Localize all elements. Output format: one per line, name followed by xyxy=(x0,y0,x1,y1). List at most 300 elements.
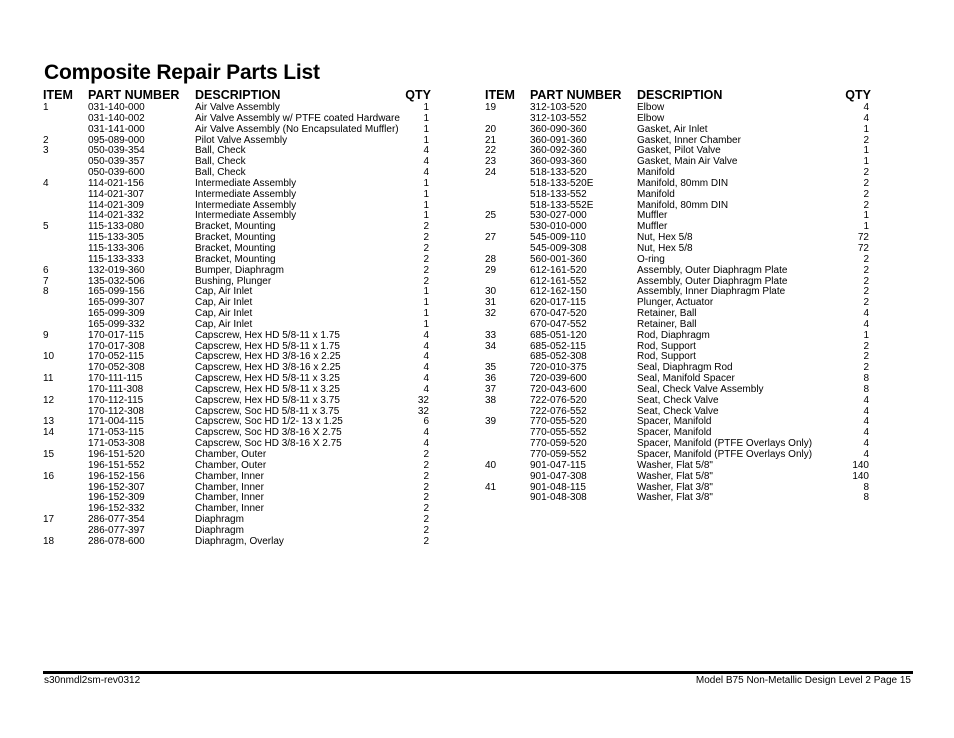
quantity: 1 xyxy=(863,210,869,222)
part-number: 114-021-156 xyxy=(88,177,144,189)
part-number: 170-112-115 xyxy=(88,394,144,406)
quantity: 32 xyxy=(417,394,429,406)
description: Plunger, Actuator xyxy=(637,297,714,309)
part-number: 545-009-308 xyxy=(530,242,587,254)
item-number: 22 xyxy=(485,145,497,157)
item-number: 38 xyxy=(485,394,497,406)
quantity: 1 xyxy=(863,221,869,233)
description: Rod, Support xyxy=(637,351,696,363)
quantity: 2 xyxy=(423,459,429,471)
quantity: 1 xyxy=(423,134,429,146)
quantity: 4 xyxy=(423,329,429,341)
part-number: 360-090-360 xyxy=(530,123,587,135)
part-number: 901-048-308 xyxy=(530,492,587,504)
part-number: 530-027-000 xyxy=(530,210,587,222)
item-number: 27 xyxy=(485,232,497,244)
quantity: 2 xyxy=(423,221,429,233)
part-number: 050-039-357 xyxy=(88,156,145,168)
item-number: 34 xyxy=(485,340,497,352)
quantity: 1 xyxy=(863,123,869,135)
description: Seat, Check Valve xyxy=(637,394,719,406)
description: Bumper, Diaphragm xyxy=(195,264,284,276)
description: Intermediate Assembly xyxy=(195,210,297,222)
description: Elbow xyxy=(637,112,665,124)
item-number: 29 xyxy=(485,264,497,276)
part-number: 286-077-354 xyxy=(88,514,145,526)
table-row xyxy=(485,493,871,504)
footer-rule xyxy=(43,671,913,674)
description: Capscrew, Hex HD 3/8-16 x 2.25 xyxy=(195,362,341,374)
part-number: 518-133-552 xyxy=(530,188,587,200)
part-number: 196-151-520 xyxy=(88,449,145,460)
table-row xyxy=(43,537,431,548)
part-number: 360-091-360 xyxy=(530,134,587,146)
description: Washer, Flat 3/8" xyxy=(637,481,713,493)
description: Assembly, Inner Diaphragm Plate xyxy=(637,286,786,298)
table-header xyxy=(43,88,431,103)
quantity: 2 xyxy=(863,253,869,265)
part-number: 312-103-552 xyxy=(530,112,587,124)
quantity: 4 xyxy=(423,156,429,168)
description: Bracket, Mounting xyxy=(195,232,276,244)
description: Pilot Valve Assembly xyxy=(195,134,288,146)
part-number: 115-133-306 xyxy=(88,242,144,254)
description: Capscrew, Hex HD 5/8-11 x 3.25 xyxy=(195,383,340,395)
footer-page-info: Model B75 Non-Metallic Design Level 2 Page 15 xyxy=(695,675,911,686)
item-number: 37 xyxy=(485,383,497,395)
quantity: 2 xyxy=(863,297,869,309)
part-number: 530-010-000 xyxy=(530,221,587,233)
description: Chamber, Inner xyxy=(195,503,264,515)
quantity: 1 xyxy=(423,188,429,200)
quantity: 2 xyxy=(863,362,869,374)
quantity: 2 xyxy=(863,275,869,287)
description: Bushing, Plunger xyxy=(195,275,272,287)
description: Cap, Air Inlet xyxy=(195,286,253,298)
description: Manifold, 80mm DIN xyxy=(637,177,729,189)
description: Intermediate Assembly xyxy=(195,199,297,211)
quantity: 2 xyxy=(863,351,869,363)
part-number: 196-152-307 xyxy=(88,481,145,493)
description: Cap, Air Inlet xyxy=(195,308,253,320)
description: Nut, Hex 5/8 xyxy=(637,232,693,244)
part-number: 170-111-308 xyxy=(88,383,144,395)
table-row xyxy=(485,190,871,201)
quantity: 2 xyxy=(863,167,869,179)
part-number: 196-152-156 xyxy=(88,470,145,482)
item-number: 20 xyxy=(485,123,497,135)
quantity: 4 xyxy=(423,383,429,395)
header-part-number: PART NUMBER xyxy=(530,88,622,102)
quantity: 72 xyxy=(857,232,869,244)
part-number: 901-048-115 xyxy=(530,481,586,493)
quantity: 8 xyxy=(863,383,869,395)
description: Spacer, Manifold (PTFE Overlays Only) xyxy=(637,449,813,460)
part-number: 770-059-520 xyxy=(530,438,587,450)
quantity: 1 xyxy=(423,102,429,113)
table-row xyxy=(485,266,871,277)
item-number: 28 xyxy=(485,253,497,265)
part-number: 170-052-115 xyxy=(88,351,144,363)
table-header xyxy=(485,88,871,103)
part-number: 720-039-600 xyxy=(530,373,587,385)
quantity: 2 xyxy=(423,232,429,244)
item-number: 14 xyxy=(43,427,55,439)
part-number: 620-017-115 xyxy=(530,297,586,309)
description: Chamber, Outer xyxy=(195,449,267,460)
quantity: 8 xyxy=(863,481,869,493)
quantity: 72 xyxy=(857,242,869,254)
parts-table-left xyxy=(43,88,431,548)
quantity: 2 xyxy=(423,242,429,254)
header-qty: QTY xyxy=(845,88,871,102)
quantity: 4 xyxy=(863,405,869,417)
description: Cap, Air Inlet xyxy=(195,318,253,330)
part-number: 518-133-552E xyxy=(530,199,594,211)
item-number: 24 xyxy=(485,167,497,179)
table-row xyxy=(485,472,871,483)
quantity: 4 xyxy=(423,438,429,450)
item-number: 18 xyxy=(43,535,55,547)
description: Seal, Diaphragm Rod xyxy=(637,362,733,374)
part-number: 720-010-375 xyxy=(530,362,587,374)
item-number: 11 xyxy=(43,373,54,385)
description: Manifold xyxy=(637,188,675,200)
description: Bracket, Mounting xyxy=(195,242,276,254)
description: Diaphragm, Overlay xyxy=(195,535,284,547)
description: Capscrew, Soc HD 3/8-16 X 2.75 xyxy=(195,427,342,439)
item-number: 16 xyxy=(43,470,55,482)
part-number: 165-099-332 xyxy=(88,318,145,330)
table-row xyxy=(43,331,431,342)
quantity: 2 xyxy=(423,470,429,482)
description: Spacer, Manifold xyxy=(637,416,712,428)
item-number: 1 xyxy=(43,102,49,113)
quantity: 6 xyxy=(423,416,429,428)
page-title: Composite Repair Parts List xyxy=(44,61,320,84)
quantity: 2 xyxy=(863,264,869,276)
part-number: 670-047-552 xyxy=(530,318,587,330)
table-row xyxy=(43,396,431,407)
part-number: 901-047-308 xyxy=(530,470,587,482)
quantity: 4 xyxy=(863,449,869,460)
part-number: 114-021-307 xyxy=(88,188,144,200)
quantity: 1 xyxy=(423,112,429,124)
part-number: 050-039-354 xyxy=(88,145,145,157)
header-part-number: PART NUMBER xyxy=(88,88,180,102)
part-number: 165-099-307 xyxy=(88,297,145,309)
part-number: 171-053-308 xyxy=(88,438,145,450)
quantity: 1 xyxy=(863,145,869,157)
part-number: 518-133-520 xyxy=(530,167,587,179)
table-row xyxy=(43,125,431,136)
table-row xyxy=(43,190,431,201)
quantity: 2 xyxy=(863,177,869,189)
part-number: 170-017-308 xyxy=(88,340,145,352)
part-number: 170-052-308 xyxy=(88,362,145,374)
description: Nut, Hex 5/8 xyxy=(637,242,693,254)
part-number: 114-021-309 xyxy=(88,199,144,211)
part-number: 770-055-552 xyxy=(530,427,587,439)
part-number: 171-004-115 xyxy=(88,416,144,428)
item-number: 12 xyxy=(43,394,55,406)
part-number: 720-043-600 xyxy=(530,383,587,395)
quantity: 4 xyxy=(423,145,429,157)
item-number: 32 xyxy=(485,308,497,320)
item-number: 35 xyxy=(485,362,497,374)
quantity: 2 xyxy=(863,188,869,200)
description: Cap, Air Inlet xyxy=(195,297,253,309)
table-row xyxy=(485,125,871,136)
part-number: 612-162-150 xyxy=(530,286,587,298)
description: Rod, Support xyxy=(637,340,696,352)
item-number: 10 xyxy=(43,351,55,363)
quantity: 4 xyxy=(863,416,869,428)
quantity: 32 xyxy=(417,405,429,417)
part-number: 901-047-115 xyxy=(530,459,586,471)
quantity: 8 xyxy=(863,373,869,385)
quantity: 2 xyxy=(863,134,869,146)
description: Retainer, Ball xyxy=(637,318,697,330)
table-row xyxy=(43,472,431,483)
part-number: 545-009-110 xyxy=(530,232,586,244)
part-number: 685-052-115 xyxy=(530,340,586,352)
part-number: 196-151-552 xyxy=(88,459,145,471)
item-number: 13 xyxy=(43,416,55,428)
description: Air Valve Assembly (No Encapsulated Muffler) xyxy=(195,123,399,135)
part-number: 685-052-308 xyxy=(530,351,587,363)
description: Retainer, Ball xyxy=(637,308,697,320)
quantity: 2 xyxy=(863,286,869,298)
description: Intermediate Assembly xyxy=(195,188,297,200)
part-number: 196-152-309 xyxy=(88,492,145,504)
item-number: 21 xyxy=(485,134,497,146)
part-number: 518-133-520E xyxy=(530,177,594,189)
part-number: 612-161-520 xyxy=(530,264,587,276)
quantity: 2 xyxy=(863,199,869,211)
part-number: 286-077-397 xyxy=(88,524,145,536)
description: Air Valve Assembly xyxy=(195,102,280,113)
quantity: 2 xyxy=(423,514,429,526)
description: Manifold xyxy=(637,167,675,179)
quantity: 2 xyxy=(423,492,429,504)
item-number: 4 xyxy=(43,177,49,189)
header-description: DESCRIPTION xyxy=(195,88,281,102)
header-item: ITEM xyxy=(43,88,73,102)
quantity: 2 xyxy=(423,481,429,493)
quantity: 1 xyxy=(423,297,429,309)
quantity: 2 xyxy=(423,449,429,460)
part-number: 115-133-080 xyxy=(88,221,144,233)
quantity: 2 xyxy=(863,340,869,352)
description: Bracket, Mounting xyxy=(195,253,276,265)
part-number: 360-092-360 xyxy=(530,145,587,157)
quantity: 140 xyxy=(852,470,869,482)
table-row xyxy=(485,331,871,342)
part-number: 722-076-552 xyxy=(530,405,587,417)
description: Washer, Flat 5/8" xyxy=(637,470,713,482)
quantity: 4 xyxy=(863,102,869,113)
quantity: 2 xyxy=(423,264,429,276)
item-number: 36 xyxy=(485,373,497,385)
part-number: 722-076-520 xyxy=(530,394,587,406)
part-number: 170-112-308 xyxy=(88,405,144,417)
description: Capscrew, Hex HD 3/8-16 x 2.25 xyxy=(195,351,341,363)
part-number: 050-039-600 xyxy=(88,167,145,179)
description: Chamber, Inner xyxy=(195,492,264,504)
quantity: 4 xyxy=(423,362,429,374)
quantity: 2 xyxy=(423,503,429,515)
part-number: 115-133-333 xyxy=(88,253,144,265)
description: Assembly, Outer Diaphragm Plate xyxy=(637,275,788,287)
quantity: 4 xyxy=(863,394,869,406)
table-row xyxy=(43,266,431,277)
part-number: 770-055-520 xyxy=(530,416,587,428)
header-item: ITEM xyxy=(485,88,515,102)
description: Washer, Flat 5/8" xyxy=(637,459,713,471)
quantity: 1 xyxy=(423,177,429,189)
quantity: 4 xyxy=(423,427,429,439)
item-number: 7 xyxy=(43,275,49,287)
description: Manifold, 80mm DIN xyxy=(637,199,729,211)
quantity: 1 xyxy=(423,318,429,330)
part-number: 165-099-156 xyxy=(88,286,145,298)
description: Muffler xyxy=(637,221,668,233)
description: Chamber, Inner xyxy=(195,470,264,482)
description: O-ring xyxy=(637,253,665,265)
description: Capscrew, Hex HD 5/8-11 x 3.75 xyxy=(195,394,340,406)
part-number: 360-093-360 xyxy=(530,156,587,168)
description: Seat, Check Valve xyxy=(637,405,719,417)
quantity: 4 xyxy=(863,438,869,450)
quantity: 4 xyxy=(423,351,429,363)
item-number: 39 xyxy=(485,416,497,428)
description: Gasket, Inner Chamber xyxy=(637,134,741,146)
item-number: 33 xyxy=(485,329,497,341)
part-number: 612-161-552 xyxy=(530,275,587,287)
part-number: 196-152-332 xyxy=(88,503,145,515)
description: Ball, Check xyxy=(195,156,246,168)
description: Capscrew, Soc HD 3/8-16 X 2.75 xyxy=(195,438,342,450)
description: Diaphragm xyxy=(195,524,244,536)
footer-doc-id: s30nmdl2sm-rev0312 xyxy=(44,675,141,686)
description: Chamber, Inner xyxy=(195,481,264,493)
part-number: 685-051-120 xyxy=(530,329,587,341)
quantity: 4 xyxy=(863,318,869,330)
description: Gasket, Air Inlet xyxy=(637,123,708,135)
item-number: 23 xyxy=(485,156,497,168)
table-body xyxy=(485,103,871,504)
description: Washer, Flat 3/8" xyxy=(637,492,713,504)
part-number: 165-099-309 xyxy=(88,308,145,320)
part-number: 170-111-115 xyxy=(88,373,143,385)
quantity: 2 xyxy=(423,524,429,536)
description: Gasket, Pilot Valve xyxy=(637,145,721,157)
header-qty: QTY xyxy=(405,88,431,102)
item-number: 41 xyxy=(485,481,497,493)
quantity: 1 xyxy=(423,308,429,320)
description: Bracket, Mounting xyxy=(195,221,276,233)
part-number: 095-089-000 xyxy=(88,134,145,146)
item-number: 3 xyxy=(43,145,49,157)
quantity: 4 xyxy=(423,373,429,385)
quantity: 1 xyxy=(863,156,869,168)
description: Chamber, Outer xyxy=(195,459,267,471)
item-number: 5 xyxy=(43,221,49,233)
quantity: 4 xyxy=(863,308,869,320)
quantity: 2 xyxy=(423,253,429,265)
part-number: 170-017-115 xyxy=(88,329,144,341)
part-number: 132-019-360 xyxy=(88,264,145,276)
item-number: 15 xyxy=(43,449,55,460)
description: Capscrew, Soc HD 5/8-11 x 3.75 xyxy=(195,405,340,417)
quantity: 1 xyxy=(423,286,429,298)
item-number: 17 xyxy=(43,514,55,526)
quantity: 1 xyxy=(423,199,429,211)
table-row xyxy=(485,396,871,407)
table-body xyxy=(43,103,431,548)
description: Elbow xyxy=(637,102,665,113)
part-number: 031-140-002 xyxy=(88,112,145,124)
quantity: 4 xyxy=(423,167,429,179)
part-number: 031-140-000 xyxy=(88,102,145,113)
quantity: 1 xyxy=(423,123,429,135)
part-number: 115-133-305 xyxy=(88,232,144,244)
item-number: 8 xyxy=(43,286,49,298)
part-number: 312-103-520 xyxy=(530,102,587,113)
quantity: 1 xyxy=(423,210,429,222)
quantity: 4 xyxy=(863,112,869,124)
part-number: 770-059-552 xyxy=(530,449,587,460)
part-number: 114-021-332 xyxy=(88,210,144,222)
part-number: 560-001-360 xyxy=(530,253,587,265)
item-number: 31 xyxy=(485,297,497,309)
item-number: 40 xyxy=(485,459,497,471)
quantity: 2 xyxy=(423,275,429,287)
description: Capscrew, Hex HD 5/8-11 x 1.75 xyxy=(195,340,340,352)
description: Air Valve Assembly w/ PTFE coated Hardware xyxy=(195,112,400,124)
description: Spacer, Manifold xyxy=(637,427,712,439)
item-number: 25 xyxy=(485,210,497,222)
description: Capscrew, Hex HD 5/8-11 x 3.25 xyxy=(195,373,340,385)
description: Spacer, Manifold (PTFE Overlays Only) xyxy=(637,438,813,450)
description: Diaphragm xyxy=(195,514,244,526)
description: Ball, Check xyxy=(195,167,246,179)
header-description: DESCRIPTION xyxy=(637,88,723,102)
item-number: 6 xyxy=(43,264,49,276)
part-number: 286-078-600 xyxy=(88,535,145,547)
item-number: 9 xyxy=(43,329,49,341)
quantity: 4 xyxy=(863,427,869,439)
description: Capscrew, Soc HD 1/2- 13 x 1.25 xyxy=(195,416,343,428)
item-number: 30 xyxy=(485,286,497,298)
description: Intermediate Assembly xyxy=(195,177,297,189)
quantity: 140 xyxy=(852,459,869,471)
description: Gasket, Main Air Valve xyxy=(637,156,738,168)
description: Rod, Diaphragm xyxy=(637,329,710,341)
quantity: 1 xyxy=(863,329,869,341)
item-number: 19 xyxy=(485,102,497,113)
quantity: 2 xyxy=(423,535,429,547)
part-number: 135-032-506 xyxy=(88,275,145,287)
description: Muffler xyxy=(637,210,668,222)
description: Seal, Manifold Spacer xyxy=(637,373,735,385)
description: Assembly, Outer Diaphragm Plate xyxy=(637,264,788,276)
part-number: 670-047-520 xyxy=(530,308,587,320)
item-number: 2 xyxy=(43,134,49,146)
quantity: 4 xyxy=(423,340,429,352)
quantity: 8 xyxy=(863,492,869,504)
